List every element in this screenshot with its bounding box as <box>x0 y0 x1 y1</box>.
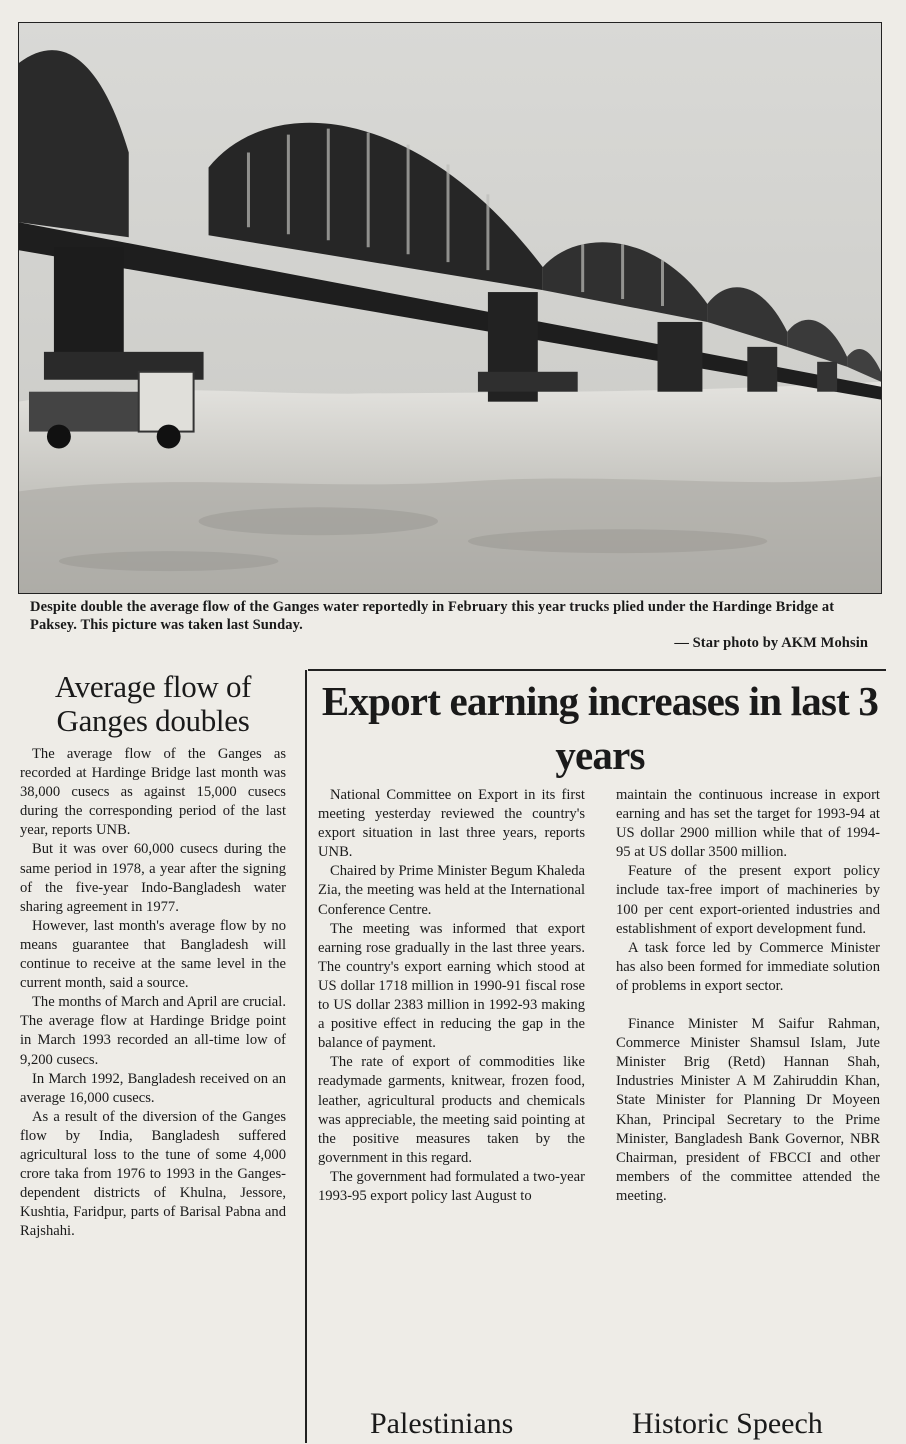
export-column-1 <box>318 786 585 1206</box>
ganges-headline: Average flow of Ganges doubles <box>54 669 252 738</box>
ganges-paragraph: As a result of the diversion of the Ganges flow by India, Bangladesh suffered agricultural loss to the tune of some 4,000 crore taka from 1976 to 1993 in the Ganges-dependent districts of Khulna, Jessore, Kushtia, Faridpur, parts of Barisal Pabna and Rajshahi. <box>20 1108 286 1240</box>
export-paragraph: The meeting was informed that export earning rose gradually in the last three years. The country's export earning which stood at US dollar 1718 million in 1990-91 fiscal rose to US dollar 2383 million in 1992-93 making a positive effect in reducing the gap in the balance of payment. <box>318 920 585 1052</box>
ganges-article <box>20 670 286 1241</box>
export-paragraph: National Committee on Export in its first meeting yesterday reviewed the country's export situation in last three years, reports UNB. <box>318 787 585 861</box>
export-paragraph: A task force led by Commerce Minister has also been formed for immediate solution of problems in export sector. <box>616 939 880 994</box>
ganges-paragraph: In March 1992, Bangladesh received on an average 16,000 cusecs. <box>20 1070 286 1106</box>
bridge-photo <box>18 22 882 594</box>
ganges-paragraph: The average flow of the Ganges as recorded at Hardinge Bridge last month was 38,000 cusecs as against 15,000 cusecs during the corresponding period of the last year, reports UNB. <box>20 746 286 839</box>
export-column-2 <box>616 786 880 1206</box>
export-paragraph: maintain the continuous increase in export earning and has set the target for 1993-94 at US dollar 2900 million while that of 1994-95 at US dollar 3500 million. <box>616 787 880 861</box>
article-box-rule <box>308 669 886 671</box>
column-divider <box>305 670 307 1443</box>
photo-caption <box>30 598 870 652</box>
export-paragraph: The government had formulated a two-year 1993-95 export policy last August to <box>318 1168 585 1204</box>
historic-speech-headline: Historic Speech <box>632 1407 823 1440</box>
export-headline: Export earning increases in last 3 years <box>321 678 879 778</box>
export-paragraph: Feature of the present export policy include tax-free import of machineries by 100 per cent export-oriented industries and establishment of export development fund. <box>616 863 880 937</box>
ganges-body <box>20 745 286 1241</box>
export-paragraph: Finance Minister M Saifur Rahman, Commerce Minister Shamsul Islam, Jute Minister Brig (Retd) Hannan Shah, Industries Minister A M Zahiruddin Khan, State Minister for Planning Dr Moyeen Khan, Principal Secretary to the Prime Minister, Bangladesh Bank Governor, NBR Chairman, president of FBCCI and other members of the committee attended the meeting. <box>616 1016 880 1204</box>
paragraph-gap <box>616 996 880 1015</box>
caption-text: Despite double the average flow of the Ganges water reportedly in February this year trucks plied under the Hardinge Bridge at Paksey. This picture was taken last Sunday. <box>30 599 835 633</box>
ganges-paragraph: But it was over 60,000 cusecs during the same period in 1978, a year after the signing of the five-year Indo-Bangladesh water sharing agreement in 1977. <box>20 841 286 915</box>
photo-credit: — Star photo by AKM Mohsin <box>674 635 868 651</box>
export-paragraph: Chaired by Prime Minister Begum Khaleda Zia, the meeting was held at the International Conference Centre. <box>318 863 585 918</box>
palestinians-headline: Palestinians <box>370 1407 514 1440</box>
bridge-photo-icon <box>19 23 881 593</box>
export-paragraph: The rate of export of commodities like readymade garments, knitwear, frozen food, leather, agricultural products and chemicals was appreciable, the meeting said pointing at the positive measures taken by the government in this regard. <box>318 1054 585 1166</box>
top-cut-rule <box>0 0 906 12</box>
ganges-paragraph: However, last month's average flow by no means guarantee that Bangladesh will continue to receive at the same level in the current month, said a source. <box>20 917 286 992</box>
ganges-paragraph: The months of March and April are crucial. The average flow at Hardinge Bridge point in March 1993 recorded an all-time low of 9,200 cusecs. <box>20 994 286 1068</box>
